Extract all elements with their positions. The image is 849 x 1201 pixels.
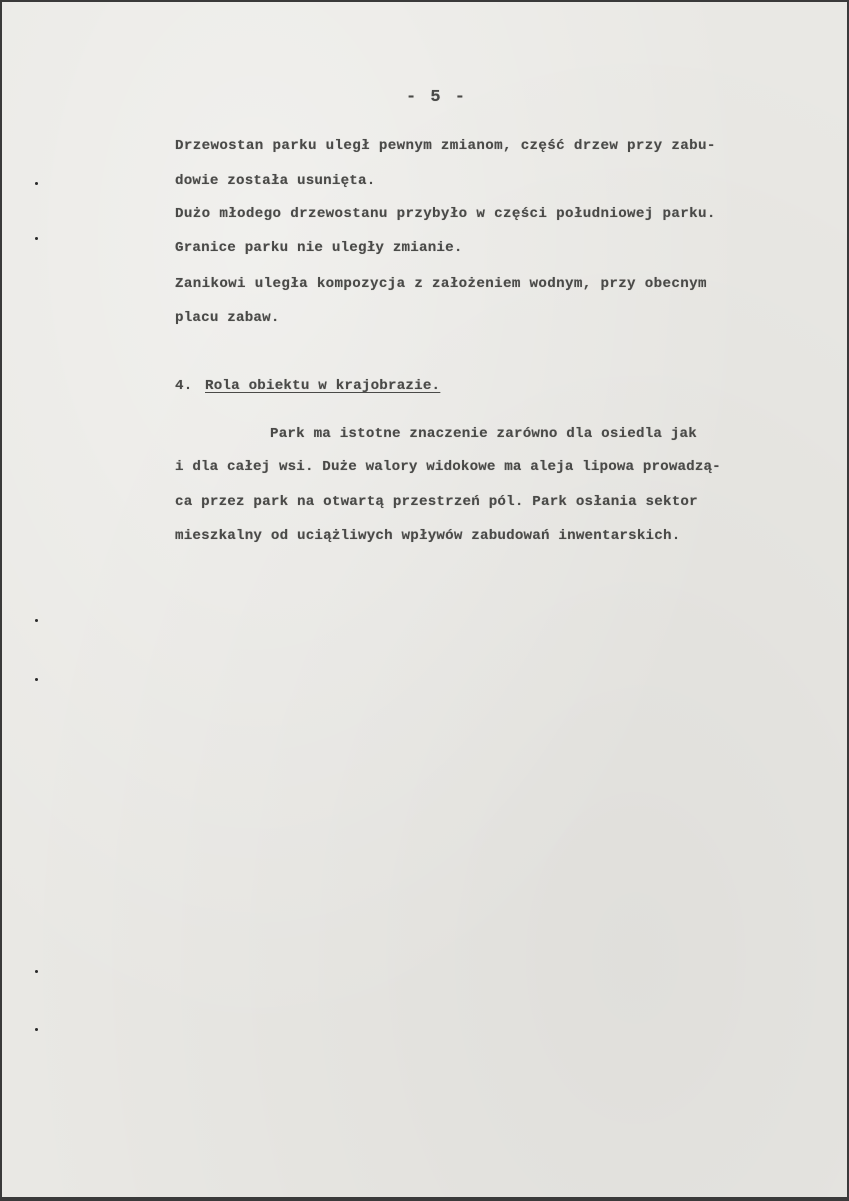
text-line: ca przez park na otwartą przestrzeń pól. Park osłania sektor	[175, 494, 698, 510]
text-line: dowie została usunięta.	[175, 173, 376, 189]
page-number: - 5 -	[406, 88, 468, 107]
document-page	[2, 2, 847, 1197]
binding-hole-mark	[35, 182, 38, 185]
binding-hole-mark	[35, 1028, 38, 1031]
binding-hole-mark	[35, 678, 38, 681]
text-line: placu zabaw.	[175, 310, 280, 326]
binding-hole-mark	[35, 970, 38, 973]
binding-hole-mark	[35, 237, 38, 240]
text-line: i dla całej wsi. Duże walory widokowe ma aleja lipowa prowadzą-	[175, 459, 721, 475]
text-line: Dużo młodego drzewostanu przybyło w części południowej parku.	[175, 206, 716, 222]
text-line: Granice parku nie uległy zmianie.	[175, 240, 463, 256]
section-title: Rola obiektu w krajobrazie.	[205, 378, 441, 394]
text-line: Zanikowi uległa kompozycja z założeniem wodnym, przy obecnym	[175, 276, 707, 292]
text-line: Park ma istotne znaczenie zarówno dla osiedla jak	[270, 426, 697, 442]
text-line: Drzewostan parku uległ pewnym zmianom, część drzew przy zabu-	[175, 138, 716, 154]
binding-hole-mark	[35, 619, 38, 622]
text-line: mieszkalny od uciążliwych wpływów zabudowań inwentarskich.	[175, 528, 681, 544]
section-number: 4.	[175, 378, 193, 394]
